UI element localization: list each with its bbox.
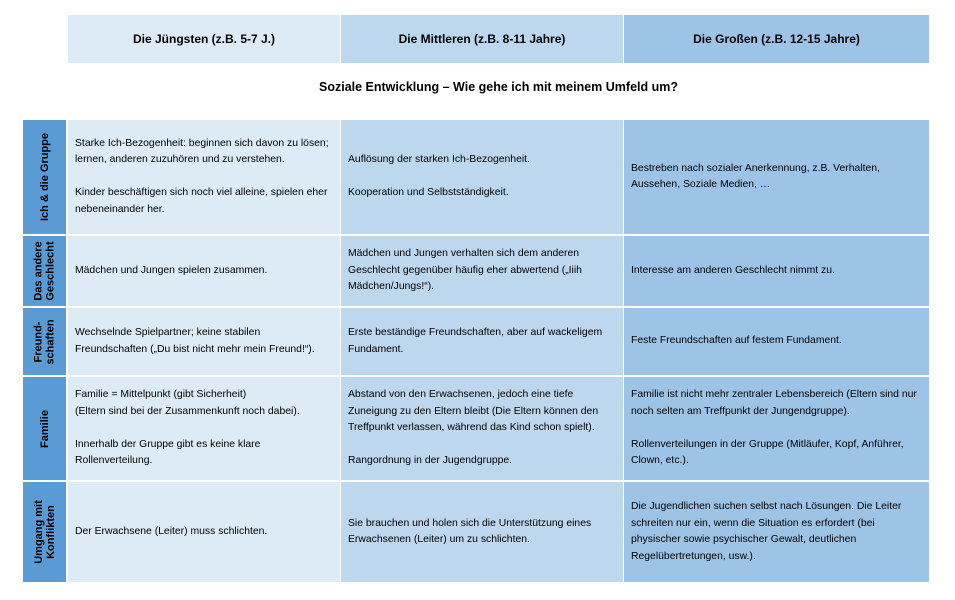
table-cell [624,482,929,582]
cell-text: Familie ist nicht mehr zentraler Lebensbereich (Eltern sind nur noch selten am Treffpunkt der Jungendgruppe). [631,389,917,417]
cell-text: Innerhalb der Gruppe gibt es keine klare Rollenverteilung. [75,438,261,467]
cell-text: Auflösung der starken Ich-Bezogenheit. [348,154,530,166]
row-label-text: Das andere Geschlecht [32,241,57,301]
cell-text: Bestreben nach sozialer Anerkennung, z.B. Verhalten, Aussehen, Soziale Medien, … [631,162,880,190]
table-cell [68,120,340,234]
row-freundschaften [23,308,929,375]
table-cell [68,482,340,582]
table-cell [68,377,340,480]
cell-text: Rangordnung in der Jugendgruppe. [348,455,513,467]
row-umgang-mit-konflikten [23,482,929,582]
table-cell [341,482,623,582]
section-title: Soziale Entwicklung – Wie gehe ich mit meinem Umfeld um? [319,80,678,94]
cell-text: Kinder beschäftigen sich noch viel alleine, spielen eher nebeneinander her. [75,187,328,215]
row-label [23,236,66,306]
cell-text: Familie = Mittelpunkt (gibt Sicherheit) (Eltern sind bei der Zusammenkunft noch dabei). [75,389,300,417]
cell-text: Erste beständige Freundschaften, aber auf wackeligem Fundament. [348,327,603,355]
cell-text: Mädchen und Jungen verhalten sich dem anderen Geschlecht gegenüber häufig eher abwertend („Iiih Mädchen/Jungs!“). [348,248,582,293]
row-label-text: Ich & die Gruppe [38,132,51,222]
column-header-oldest: Die Großen (z.B. 12-15 Jahre) [624,15,929,63]
row-label [23,308,66,375]
row-label [23,120,66,234]
table-cell [68,236,340,306]
row-das-andere-geschlecht [23,236,929,306]
table-cell [341,377,623,480]
table-cell [341,308,623,375]
row-label-text: Familie [38,409,51,448]
cell-text: Starke Ich-Bezogenheit: beginnen sich davon zu lösen; lernen, anderen zuzuhören und zu verstehen. [75,137,329,166]
row-label [23,482,66,582]
cell-text: Sie brauchen und holen sich die Unterstützung eines Erwachsenen (Leiter) um zu schlichten. [348,517,592,545]
column-header-youngest: Die Jüngsten (z.B. 5-7 J.) [68,15,340,63]
row-label-text: Freund- schaften [32,318,57,365]
table-cell [624,236,929,306]
cell-text: Wechselnde Spielpartner; keine stabilen Freundschaften („Du bist nicht mehr mein Freund!“). [75,327,315,355]
table-cell [624,308,929,375]
table-cell [341,236,623,306]
row-ich-und-gruppe [23,120,929,234]
row-familie [23,377,929,480]
table-cell [624,120,929,234]
cell-text: Mädchen und Jungen spielen zusammen. [75,264,268,276]
column-header-middle: Die Mittleren (z.B. 8-11 Jahre) [341,15,623,63]
cell-text: Feste Freundschaften auf festem Fundament. [631,335,842,347]
row-label-text: Umgang mit Konflikten [32,500,57,564]
cell-text: Abstand von den Erwachsenen, jedoch eine tiefe Zuneigung zu den Eltern bleibt (Die Eltern können den Treffpunkt verlassen, während das Kind schon spielt). [348,389,599,434]
table-cell [624,377,929,480]
table-cell [68,308,340,375]
row-label [23,377,66,480]
cell-text: Der Erwachsene (Leiter) muss schlichten. [75,525,268,537]
cell-text: Rollenverteilungen in der Gruppe (Mitläufer, Kopf, Anführer, Clown, etc.). [631,438,904,467]
table-cell [341,120,623,234]
cell-text: Kooperation und Selbstständigkeit. [348,187,509,199]
cell-text: Interesse am anderen Geschlecht nimmt zu. [631,264,835,276]
cell-text: Die Jugendlichen suchen selbst nach Lösungen. Die Leiter schreiten nur ein, wenn die Situation es erfordert (bei physischer sowie psychischer Gewalt, deutlichen Regelübertretungen, usw.). [631,501,902,562]
